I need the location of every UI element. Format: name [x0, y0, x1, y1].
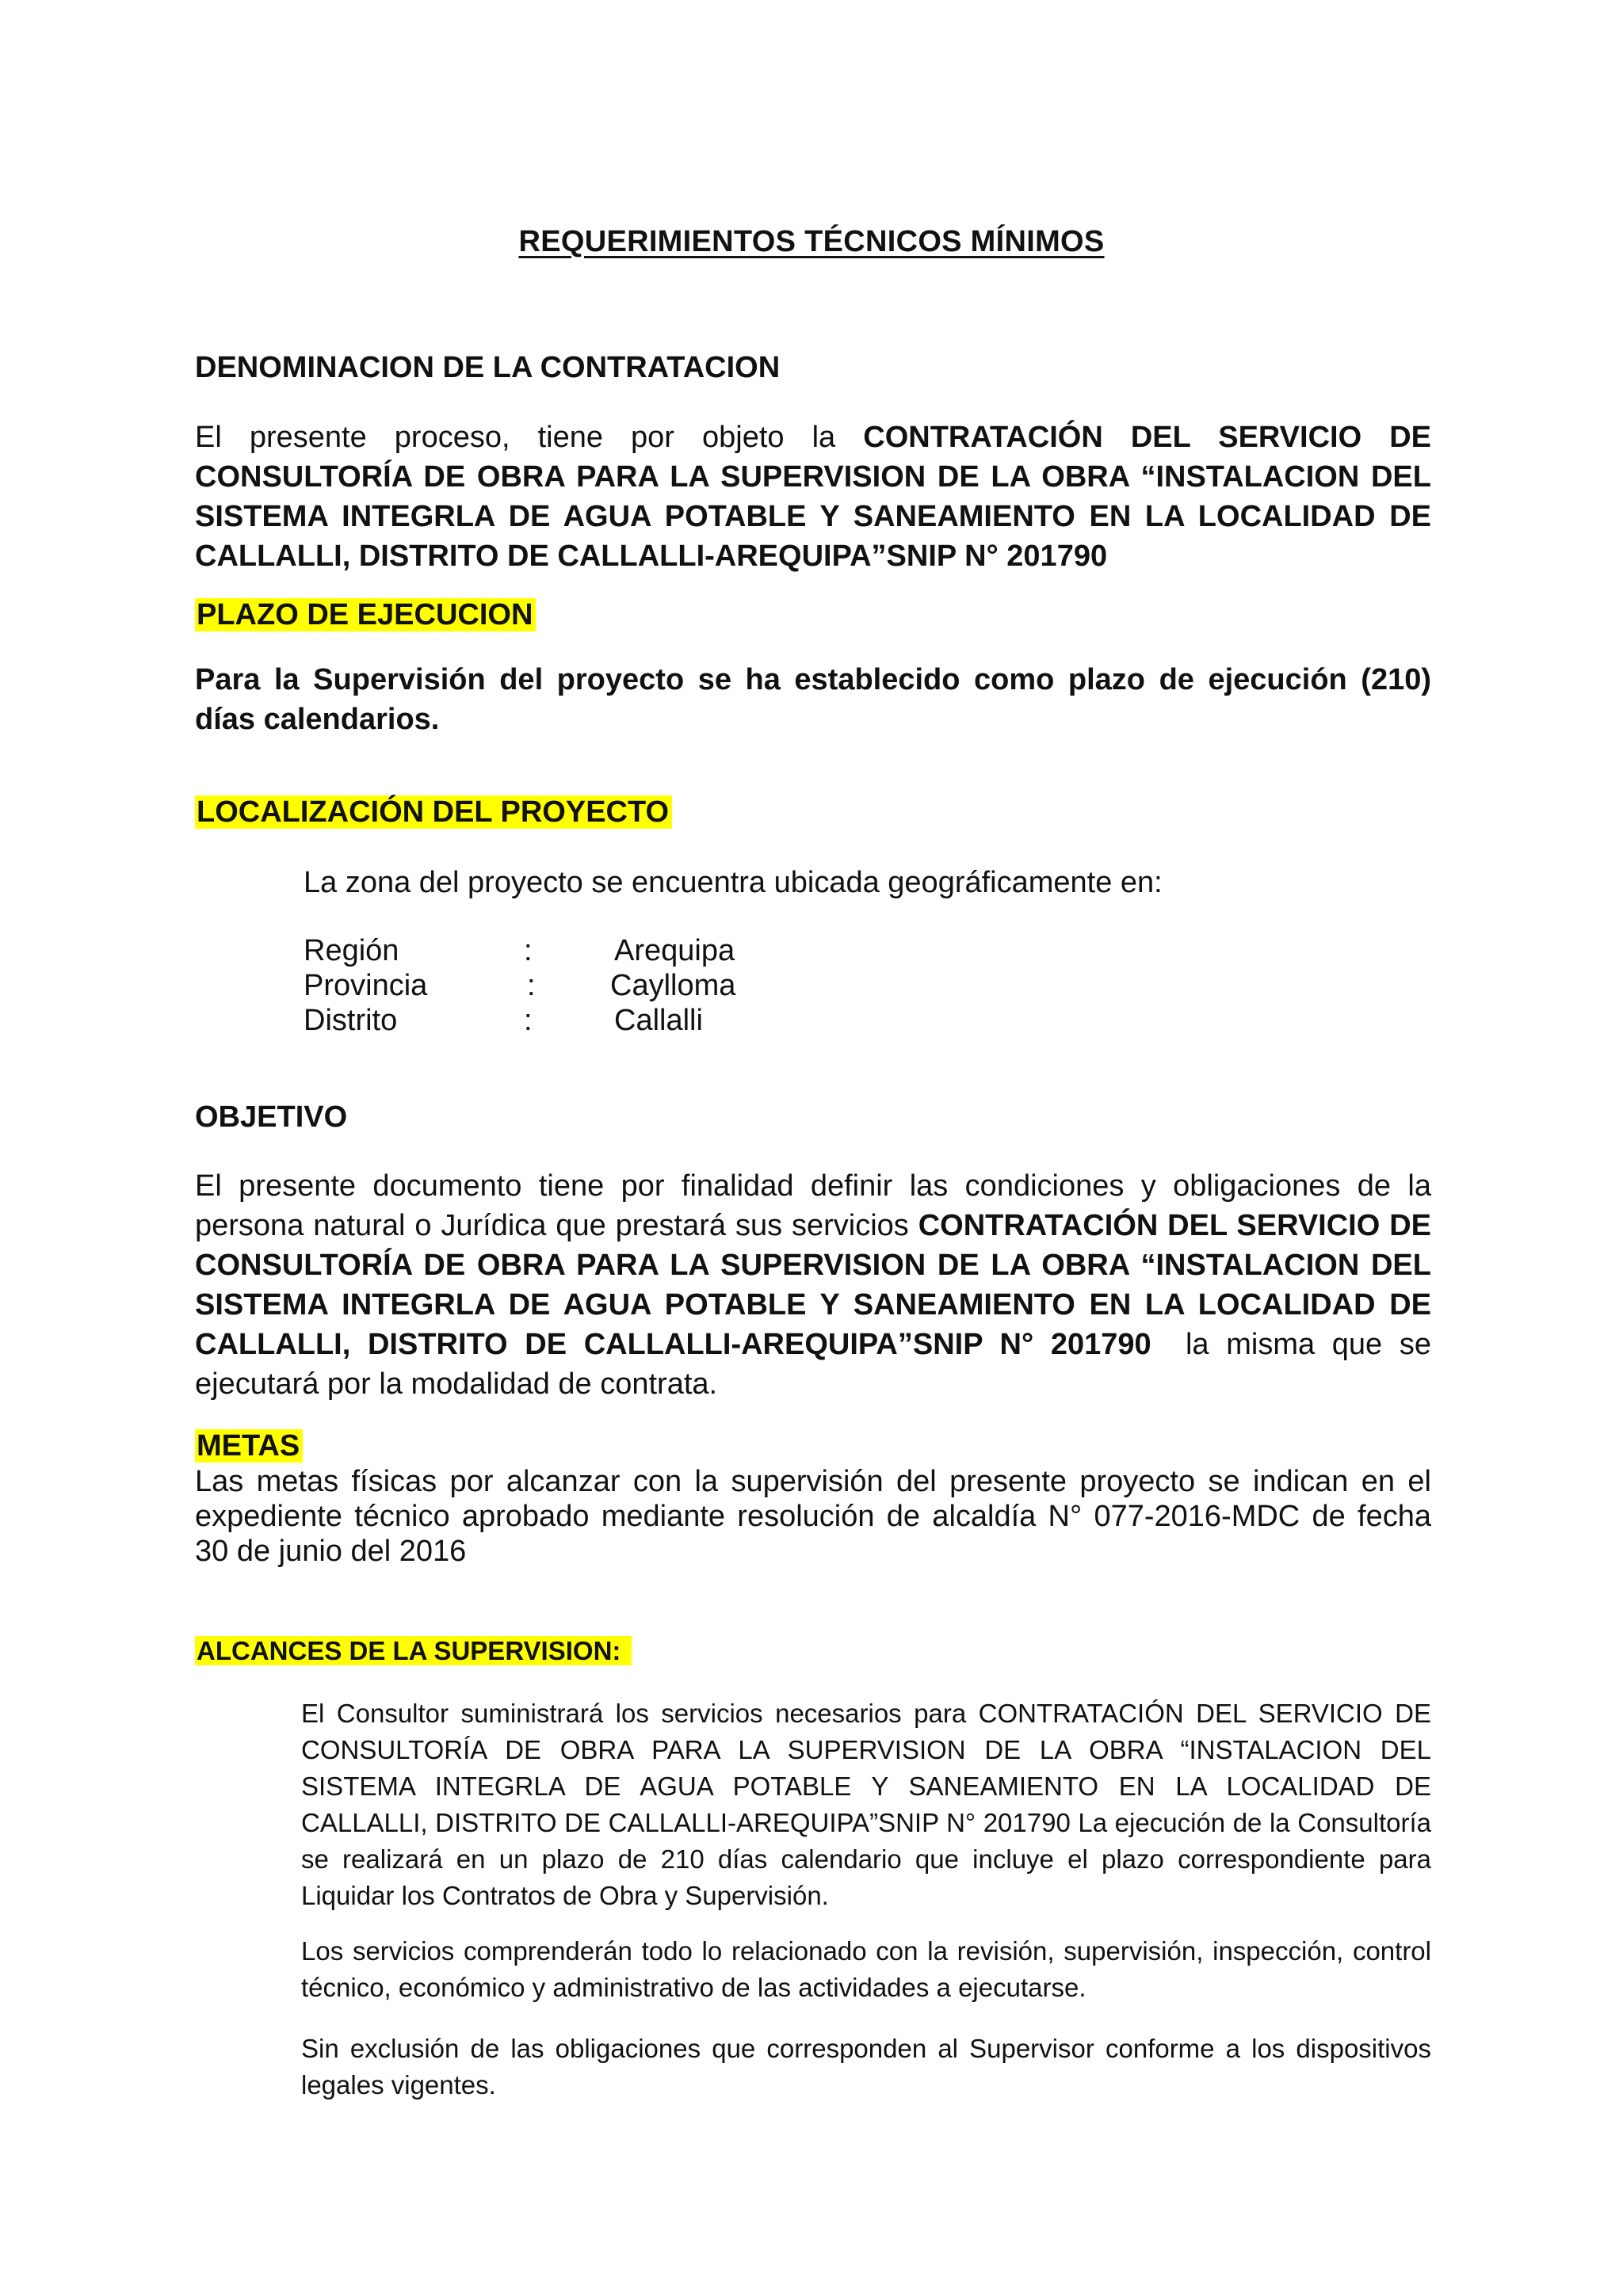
denominacion-text-bold: CONTRATACIÓN DEL SERVICIO DE CONSULTORÍA DE OBRA PARA LA SUPERVISION DE LA OBRA “INSTALACION DEL SISTEMA INTEGRLA DE AGUA POTABLE Y SANEAMIENTO EN LA LOCALIDAD DE CALLALLI, DISTRITO DE CALLALLI-AREQUIPA”SNIP N° 201790 — [195, 421, 1431, 573]
denominacion-text-prefix: El presente proceso, tiene por objeto la — [195, 421, 864, 454]
location-row-region — [304, 933, 858, 968]
location-value: Caylloma — [610, 969, 736, 1002]
document-title: REQUERIMIENTOS TÉCNICOS MÍNIMOS — [518, 225, 1105, 258]
location-key: Provincia — [304, 969, 428, 1002]
location-separator: : — [524, 934, 533, 967]
location-row-distrito — [304, 1003, 858, 1038]
metas-heading-highlight: METAS — [195, 1429, 303, 1463]
section-heading-alcances — [195, 1632, 632, 1670]
objetivo-text-suffix: la misma que se ejecutará por la modalidad de contrata. — [195, 1328, 1440, 1401]
location-key: Región — [304, 934, 399, 967]
alcances-paragraph-3: Sin exclusión de las obligaciones que corresponden al Supervisor conforme a los dispositivos legales vigentes. — [301, 2034, 1431, 2100]
location-table — [304, 933, 858, 1038]
location-value: Callalli — [614, 1004, 703, 1037]
denominacion-paragraph — [195, 418, 1431, 576]
objetivo-text-bold: CONTRATACIÓN DEL SERVICIO DE CONSULTORÍA DE OBRA PARA LA SUPERVISION DE LA OBRA “INSTALACION DEL SISTEMA INTEGRLA DE AGUA POTABLE Y SANEAMIENTO EN LA LOCALIDAD DE CALLALLI, DISTRITO DE CALLALLI-AREQUIPA”SNIP N° 201790 — [195, 1209, 1431, 1361]
location-separator: : — [524, 1004, 533, 1037]
location-key: Distrito — [304, 1004, 398, 1037]
alcances-heading-highlight: ALCANCES DE LA SUPERVISION: — [195, 1636, 632, 1665]
alcances-paragraph-2: Los servicios comprenderán todo lo relacionado con la revisión, supervisión, inspección, control técnico, económico y administrativo de las actividades a ejecutarse. — [301, 1936, 1431, 2002]
plazo-heading-highlight: PLAZO DE EJECUCION — [195, 598, 536, 631]
location-separator: : — [527, 969, 536, 1002]
section-heading-objetivo: OBJETIVO — [195, 1100, 348, 1134]
localizacion-heading-highlight: LOCALIZACIÓN DEL PROYECTO — [195, 795, 672, 829]
section-heading-metas — [195, 1427, 303, 1465]
section-heading-plazo — [195, 596, 536, 634]
location-row-provincia — [304, 968, 858, 1003]
location-value: Arequipa — [614, 934, 735, 967]
section-heading-denominacion: DENOMINACION DE LA CONTRATACION — [195, 351, 781, 384]
section-heading-localizacion — [195, 793, 672, 831]
objetivo-paragraph — [195, 1166, 1440, 1404]
plazo-paragraph: Para la Supervisión del proyecto se ha establecido como plazo de ejecución (210) días calendarios. — [195, 663, 1431, 736]
objetivo-text-prefix: El presente documento tiene por finalidad definir las condiciones y obligaciones de la persona natural o Jurídica que prestará sus servicios — [195, 1169, 1431, 1242]
localizacion-intro: La zona del proyecto se encuentra ubicada geográficamente en: — [304, 866, 1163, 899]
metas-paragraph: Las metas físicas por alcanzar con la supervisión del presente proyecto se indican en el expediente técnico aprobado mediante resolución de alcaldía N° 077-2016-MDC de fecha 30 de junio del 2016 — [195, 1465, 1431, 1568]
alcances-paragraph-1: El Consultor suministrará los servicios necesarios para CONTRATACIÓN DEL SERVICIO DE CONSULTORÍA DE OBRA PARA LA SUPERVISION DE LA OBRA “INSTALACION DEL SISTEMA INTEGRLA DE AGUA POTABLE Y SANEAMIENTO EN LA LOCALIDAD DE CALLALLI, DISTRITO DE CALLALLI-AREQUIPA”SNIP N° 201790 La ejecución de la Consultoría se realizará en un plazo de 210 días calendario que incluye el plazo correspondiente para Liquidar los Contratos de Obra y Supervisión. — [301, 1699, 1431, 1910]
